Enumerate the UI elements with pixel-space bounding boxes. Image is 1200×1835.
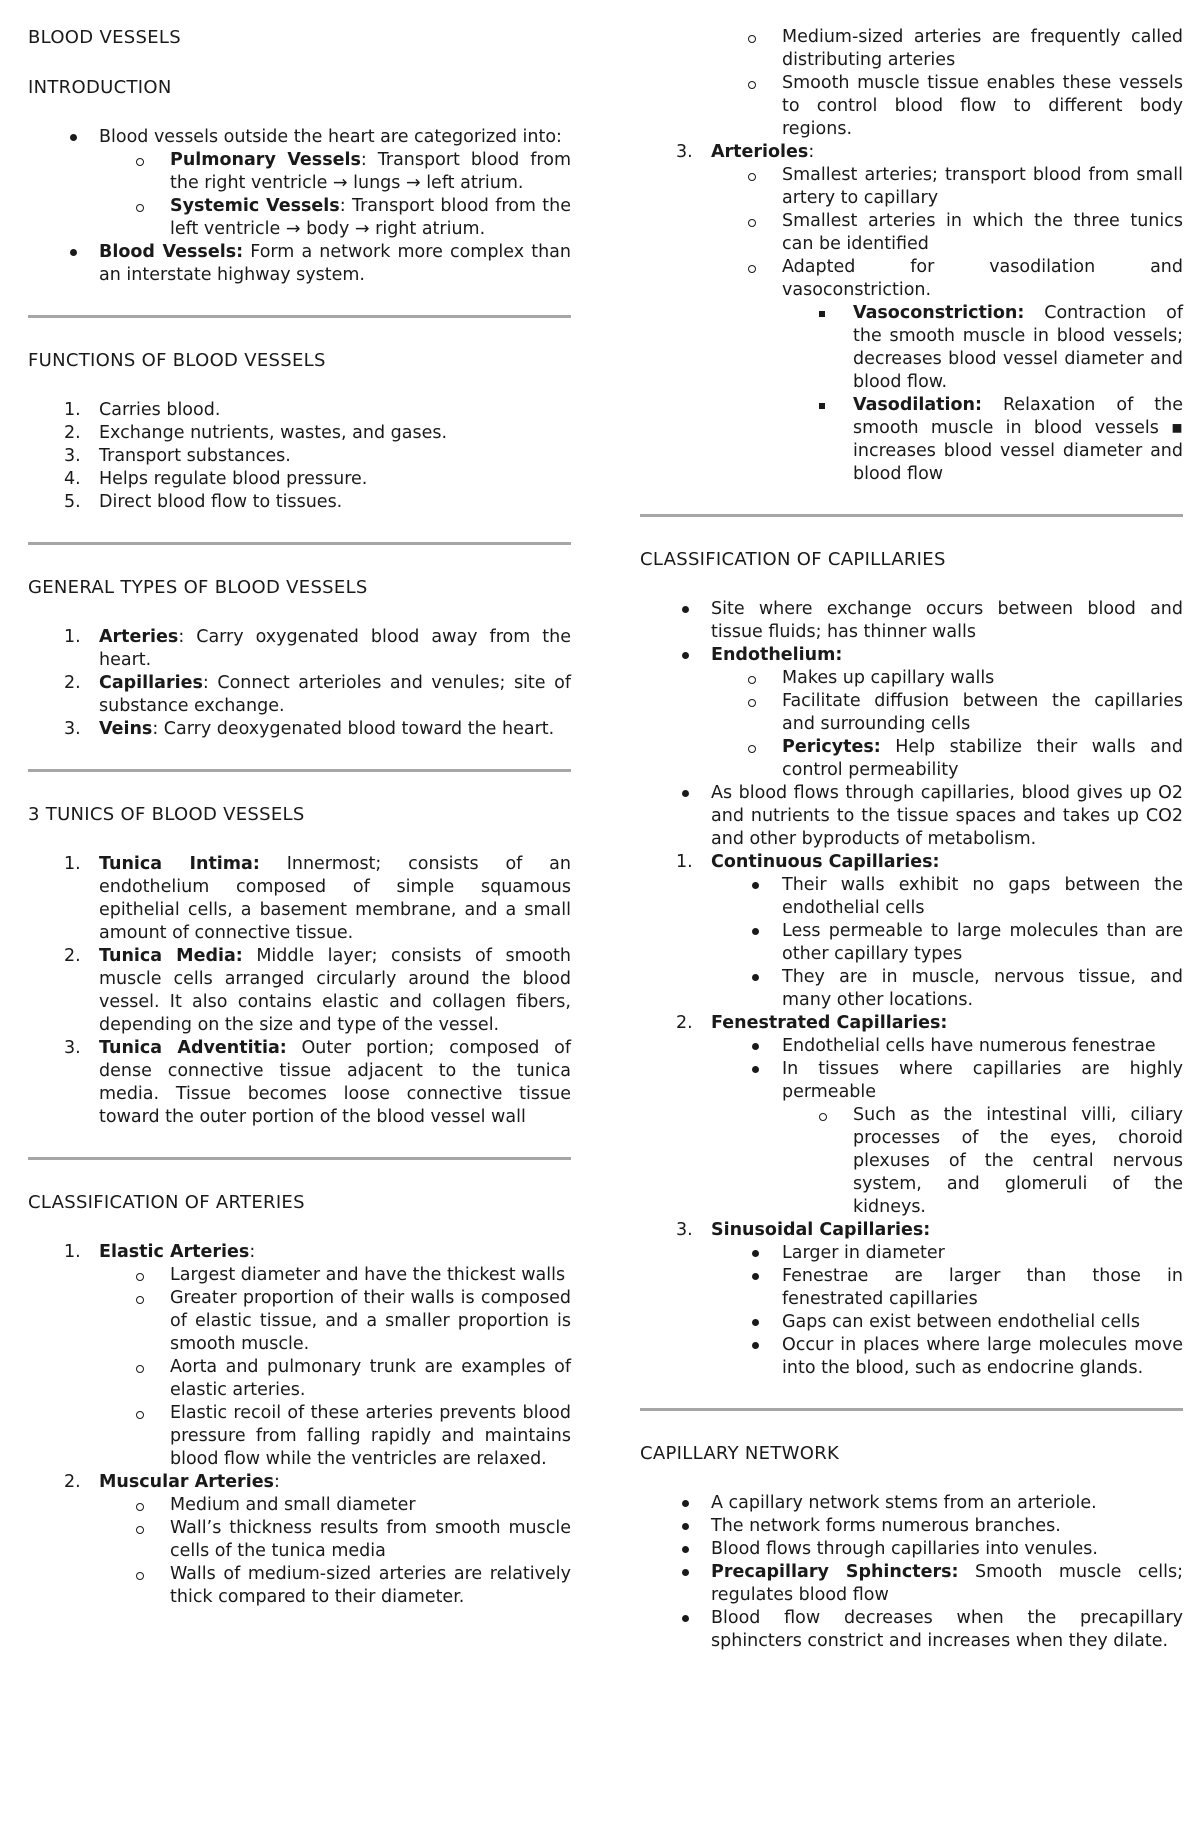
section-divider [28, 542, 571, 545]
list-item: 1. Elastic Arteries: [64, 1242, 256, 1262]
list-item: Pulmonary Vessels: Transport blood from the right ventricle → lungs → left atrium. [28, 149, 571, 195]
right-column [640, 26, 1183, 1653]
circle-bullet-icon [136, 1572, 144, 1580]
general-types-list [28, 626, 571, 741]
list-item: 3. Arterioles: [676, 142, 815, 162]
list-item: 2. Exchange nutrients, wastes, and gases. [64, 423, 448, 443]
list-item: Walls of medium-sized arteries are relatively thick compared to their diameter. [28, 1563, 571, 1609]
bullet-icon [752, 928, 759, 935]
document-title: BLOOD VESSELS [28, 27, 181, 48]
list-item: Blood vessels outside the heart are categorized into: [28, 126, 571, 149]
square-bullet-icon [819, 403, 825, 409]
circle-bullet-icon [136, 1273, 144, 1281]
bullet-icon [752, 1066, 759, 1073]
list-item: Blood Vessels: Form a network more complex than an interstate highway system. [28, 241, 571, 287]
circle-bullet-icon [748, 219, 756, 227]
list-item: Wall’s thickness results from smooth muscle cells of the tunica media [28, 1517, 571, 1563]
list-item: Their walls exhibit no gaps between the endothelial cells [640, 874, 1183, 920]
list-item: Endothelial cells have numerous fenestrae [640, 1035, 1183, 1058]
list-item: In tissues where capillaries are highly permeable [640, 1058, 1183, 1104]
bullet-icon [752, 1319, 759, 1326]
list-item: 3. Transport substances. [64, 446, 291, 466]
bullet-icon [682, 1500, 689, 1507]
list-item: Precapillary Sphincters: Smooth muscle cells; regulates blood flow [640, 1561, 1183, 1607]
list-item: Smallest arteries; transport blood from small artery to capillary [640, 164, 1183, 210]
bullet-icon [682, 606, 689, 613]
list-item: 3. Veins: Carry deoxygenated blood toward the heart. [64, 719, 555, 739]
section-divider [28, 1157, 571, 1160]
list-item: Pericytes: Help stabilize their walls and control permeability [640, 736, 1183, 782]
circle-bullet-icon [136, 1503, 144, 1511]
section-divider [640, 1408, 1183, 1411]
list-item: Endothelium: [640, 644, 1183, 667]
list-item: As blood flows through capillaries, blood gives up O2 and nutrients to the tissue spaces and takes up CO2 and other byproducts of metabolism. [640, 782, 1183, 851]
list-item: Fenestrae are larger than those in fenestrated capillaries [640, 1265, 1183, 1311]
capillary-network-list [640, 1492, 1183, 1653]
bullet-icon [752, 1250, 759, 1257]
bullet-icon [70, 134, 77, 141]
circle-bullet-icon [748, 699, 756, 707]
circle-bullet-icon [748, 745, 756, 753]
list-item: Makes up capillary walls [640, 667, 1183, 690]
bullet-icon [682, 652, 689, 659]
list-item: Medium and small diameter [28, 1494, 571, 1517]
list-item: Adapted for vasodilation and vasoconstriction. [640, 256, 1183, 302]
capillaries-classification-heading: CLASSIFICATION OF CAPILLARIES [640, 549, 946, 570]
list-item: Aorta and pulmonary trunk are examples of elastic arteries. [28, 1356, 571, 1402]
bullet-icon [752, 882, 759, 889]
list-item: 3. Sinusoidal Capillaries: [676, 1220, 931, 1240]
arteries-classification-heading: CLASSIFICATION OF ARTERIES [28, 1192, 305, 1213]
list-item: 5. Direct blood flow to tissues. [64, 492, 343, 512]
list-item: Larger in diameter [640, 1242, 1183, 1265]
list-item: Vasoconstriction: Contraction of the smooth muscle in blood vessels; decreases blood vessel diameter and blood flow. [640, 302, 1183, 394]
circle-bullet-icon [136, 204, 144, 212]
left-column [28, 26, 571, 1609]
list-item: 1. Tunica Intima: Innermost; consists of an endothelium composed of simple squamous epithelial cells, a basement membrane, and a small amount of connective tissue. [64, 854, 571, 943]
bullet-icon [682, 1546, 689, 1553]
list-item: Systemic Vessels: Transport blood from the left ventricle → body → right atrium. [28, 195, 571, 241]
list-item: 1. Arteries: Carry oxygenated blood away from the heart. [64, 627, 571, 670]
list-item: Facilitate diffusion between the capillaries and surrounding cells [640, 690, 1183, 736]
list-item: Elastic recoil of these arteries prevents blood pressure from falling rapidly and maintains blood flow while the ventricles are relaxed. [28, 1402, 571, 1471]
section-divider [28, 315, 571, 318]
bullet-icon [752, 1043, 759, 1050]
list-item: Largest diameter and have the thickest walls [28, 1264, 571, 1287]
circle-bullet-icon [748, 35, 756, 43]
circle-bullet-icon [748, 265, 756, 273]
list-item: Less permeable to large molecules than are other capillary types [640, 920, 1183, 966]
list-item: Greater proportion of their walls is composed of elastic tissue, and a smaller proportion is smooth muscle. [28, 1287, 571, 1356]
list-item: 1. Carries blood. [64, 400, 221, 420]
section-divider [640, 514, 1183, 517]
bullet-icon [682, 1523, 689, 1530]
intro-heading: INTRODUCTION [28, 77, 172, 98]
list-item: 2. Fenestrated Capillaries: [676, 1013, 948, 1033]
bullet-icon [682, 790, 689, 797]
bullet-icon [682, 1615, 689, 1622]
list-item: Vasodilation: Relaxation of the smooth muscle in blood vessels ▪ increases blood vessel diameter and blood flow [640, 394, 1183, 486]
functions-list [28, 399, 571, 514]
list-item: 1. Continuous Capillaries: [676, 852, 940, 872]
bullet-icon [682, 1569, 689, 1576]
bullet-icon [752, 1273, 759, 1280]
bullet-icon [752, 974, 759, 981]
list-item: 4. Helps regulate blood pressure. [64, 469, 368, 489]
list-item: The network forms numerous branches. [640, 1515, 1183, 1538]
circle-bullet-icon [136, 1296, 144, 1304]
capillaries-classification-list [640, 598, 1183, 1380]
list-item: 3. Tunica Adventitia: Outer portion; composed of dense connective tissue adjacent to the tunica media. Tissue becomes loose connective tissue toward the outer portion of the blood vessel wall [64, 1038, 572, 1127]
muscular-continued-list [640, 26, 1183, 486]
circle-bullet-icon [819, 1113, 827, 1121]
list-item: Medium-sized arteries are frequently called distributing arteries [640, 26, 1183, 72]
circle-bullet-icon [136, 1411, 144, 1419]
list-item: Blood flows through capillaries into venules. [640, 1538, 1183, 1561]
list-item: Such as the intestinal villi, ciliary processes of the eyes, choroid plexuses of the central nervous system, and glomeruli of the kidneys. [640, 1104, 1183, 1219]
list-item: 2. Capillaries: Connect arterioles and venules; site of substance exchange. [64, 673, 571, 716]
capillary-network-heading: CAPILLARY NETWORK [640, 1443, 840, 1464]
list-item: A capillary network stems from an arteriole. [640, 1492, 1183, 1515]
square-bullet-icon [819, 311, 825, 317]
list-item: 2. Tunica Media: Middle layer; consists of smooth muscle cells arranged circularly around the blood vessel. It also contains elastic and collagen fibers, depending on the size and type of the vessel. [64, 946, 571, 1035]
bullet-icon [752, 1342, 759, 1349]
bullet-icon [70, 249, 77, 256]
circle-bullet-icon [136, 1526, 144, 1534]
circle-bullet-icon [136, 158, 144, 166]
list-item: They are in muscle, nervous tissue, and many other locations. [640, 966, 1183, 1012]
circle-bullet-icon [748, 81, 756, 89]
circle-bullet-icon [136, 1365, 144, 1373]
functions-heading: FUNCTIONS OF BLOOD VESSELS [28, 350, 326, 371]
tunics-list [28, 853, 571, 1129]
list-item: Blood flow decreases when the precapillary sphincters constrict and increases when they dilate. [640, 1607, 1183, 1653]
list-item: Occur in places where large molecules move into the blood, such as endocrine glands. [640, 1334, 1183, 1380]
circle-bullet-icon [748, 676, 756, 684]
list-item: Smooth muscle tissue enables these vessels to control blood flow to different body regions. [640, 72, 1183, 141]
arteries-classification-list [28, 1241, 571, 1609]
list-item: Smallest arteries in which the three tunics can be identified [640, 210, 1183, 256]
section-divider [28, 769, 571, 772]
circle-bullet-icon [748, 173, 756, 181]
general-types-heading: GENERAL TYPES OF BLOOD VESSELS [28, 577, 368, 598]
list-item: Site where exchange occurs between blood and tissue fluids; has thinner walls [640, 598, 1183, 644]
list-item: Gaps can exist between endothelial cells [640, 1311, 1183, 1334]
intro-list [28, 126, 571, 287]
tunics-heading: 3 TUNICS OF BLOOD VESSELS [28, 804, 305, 825]
list-item: 2. Muscular Arteries: [64, 1472, 280, 1492]
